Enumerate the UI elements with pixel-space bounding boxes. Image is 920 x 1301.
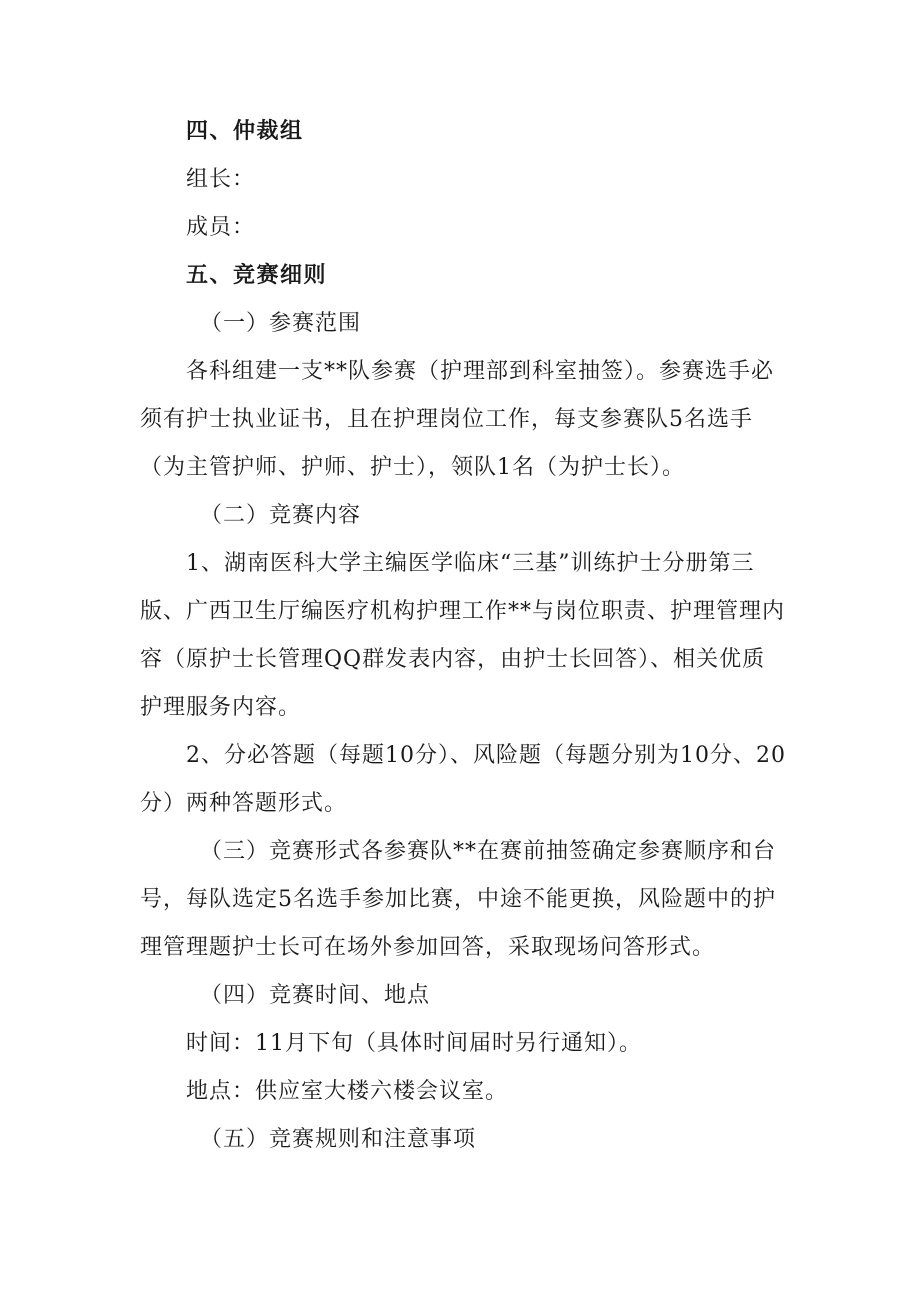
sub1-line-1: 各科组建一支**队参赛（护理部到科室抽签）。参赛选手必 — [186, 359, 775, 384]
section4-heading: 四、仲裁组 — [186, 119, 304, 144]
section4-leader: 组长： — [186, 167, 256, 192]
section4-members: 成员： — [186, 215, 256, 240]
sub4-title: （四）竞赛时间、地点 — [200, 983, 431, 1008]
sub2-item1-line-1: 1、湖南医科大学主编医学临床“三基”训练护士分册第三 — [186, 551, 755, 576]
sub3-line-1: （三）竞赛形式各参赛队**在赛前抽签确定参赛顺序和台 — [200, 839, 777, 864]
sub2-item2-line-1: 2、分必答题（每题10分）、风险题（每题分别为10分、20 — [186, 743, 786, 768]
sub2-item2-line-2: 分）两种答题形式。 — [140, 791, 348, 816]
sub5-title: （五）竞赛规则和注意事项 — [200, 1127, 477, 1152]
sub3-line-3: 理管理题护士长可在场外参加回答，采取现场问答形式。 — [140, 935, 716, 960]
sub4-place: 地点：供应室大楼六楼会议室。 — [186, 1079, 509, 1104]
sub4-time: 时间：11月下旬（具体时间届时另行通知）。 — [186, 1031, 642, 1056]
sub2-item1-line-3: 容（原护士长管理QQ群发表内容，由护士长回答）、相关优质 — [140, 647, 766, 672]
sub1-title: （一）参赛范围 — [200, 311, 362, 336]
sub1-line-3: （为主管护师、护师、护士），领队1名（为护士长）。 — [140, 455, 685, 480]
sub3-line-2: 号，每队选定5名选手参加比赛，中途不能更换，风险题中的护 — [140, 887, 776, 912]
section5-heading: 五、竞赛细则 — [186, 263, 328, 288]
sub2-item1-line-4: 护理服务内容。 — [140, 695, 302, 720]
sub1-line-2: 须有护士执业证书，且在护理岗位工作，每支参赛队5名选手 — [140, 407, 753, 432]
sub2-item1-line-2: 版、广西卫生厅编医疗机构护理工作**与岗位职责、护理管理内 — [140, 599, 786, 624]
sub2-title: （二）竞赛内容 — [200, 503, 362, 528]
